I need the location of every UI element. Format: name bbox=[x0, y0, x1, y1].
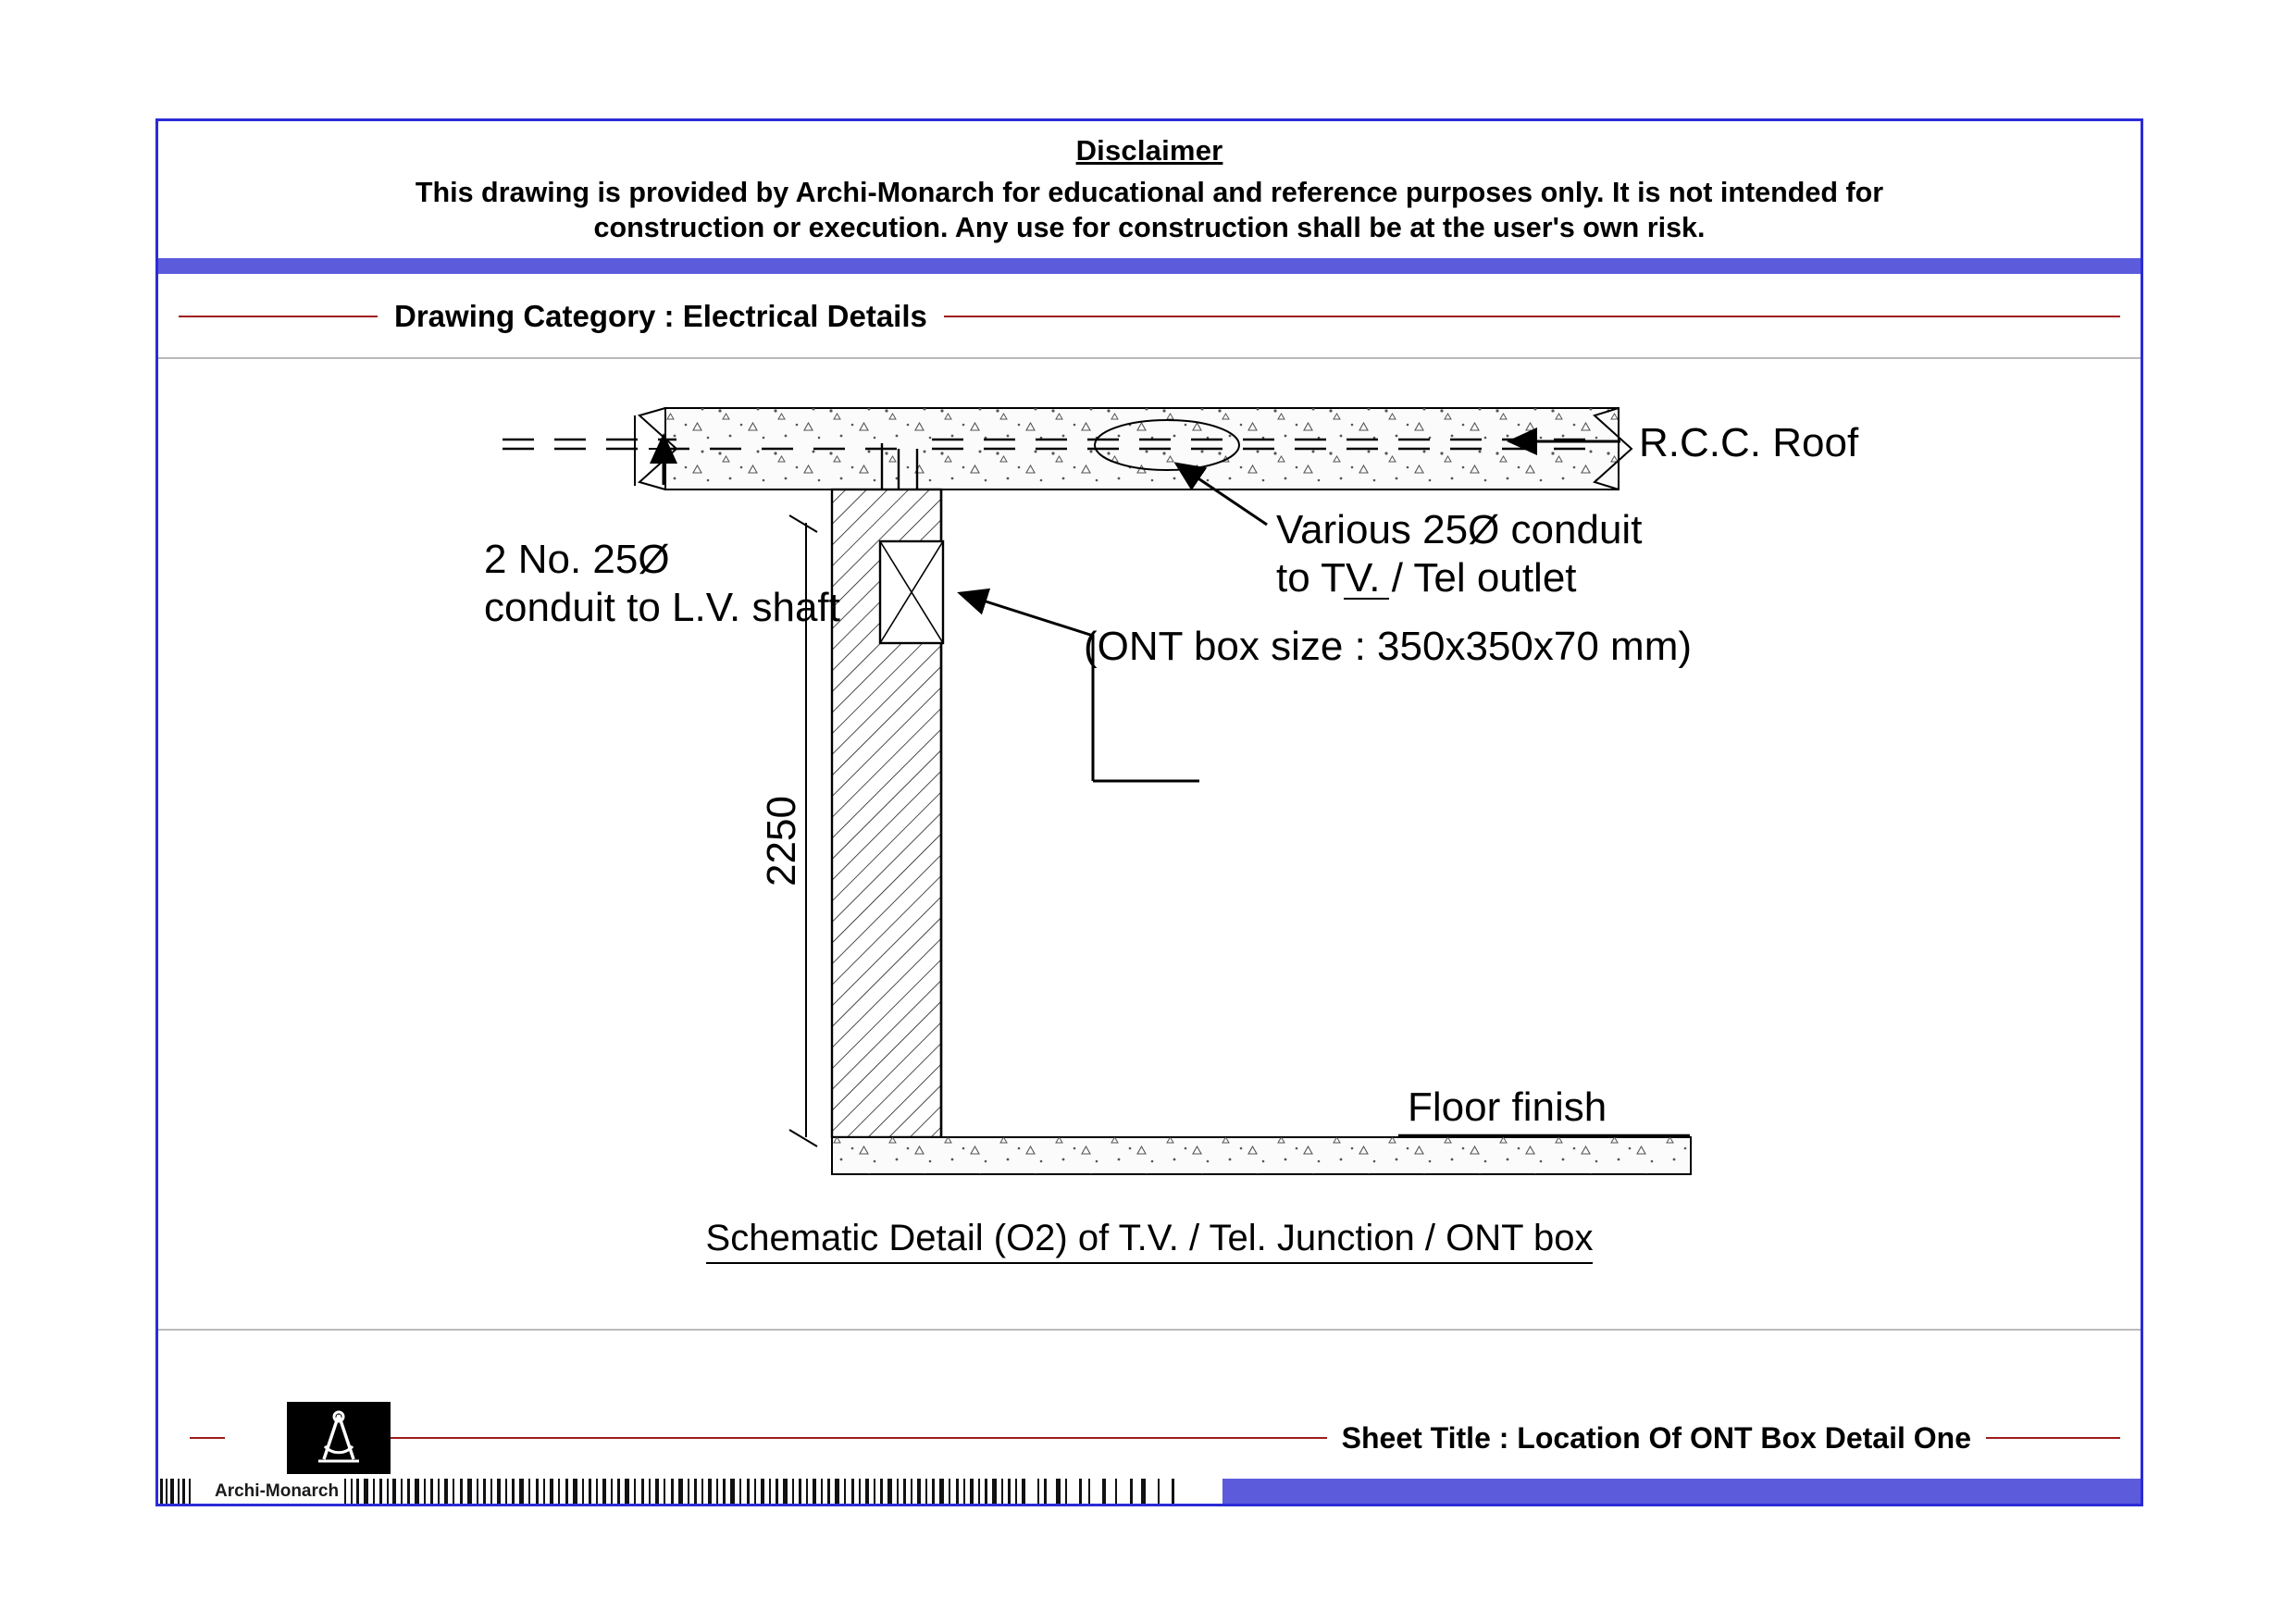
header-accent-bar bbox=[158, 258, 2141, 274]
sheet-title-label: Sheet Title : Location Of ONT Box Detail One bbox=[1341, 1420, 1971, 1455]
floor-finish-slab bbox=[832, 1137, 1691, 1174]
footer-rule-middle bbox=[391, 1437, 1327, 1439]
technical-drawing bbox=[158, 360, 2141, 1327]
label-lv-shaft-2: conduit to L.V. shaft bbox=[484, 585, 840, 630]
brand-label: Archi-Monarch bbox=[209, 1479, 344, 1504]
label-floor-finish: Floor finish bbox=[1408, 1084, 1607, 1130]
label-ont-box-size: (ONT box size : 350x350x70 mm) bbox=[1084, 624, 1692, 669]
drawing-sheet bbox=[155, 118, 2143, 1506]
footer-barcode-strip bbox=[158, 1479, 2141, 1504]
leader-ont-box bbox=[960, 593, 1093, 781]
label-various-conduit-2: to TV. / Tel outlet bbox=[1276, 555, 1577, 601]
disclaimer-line-1: This drawing is provided by Archi-Monarch for educational and reference purposes only. It is not intended for bbox=[415, 177, 1884, 208]
label-lv-shaft-1: 2 No. 25Ø bbox=[484, 537, 670, 582]
disclaimer-title: Disclaimer bbox=[1075, 134, 1223, 167]
barcode-left bbox=[158, 1479, 1222, 1504]
category-divider bbox=[158, 357, 2141, 359]
drawing-caption bbox=[158, 1218, 2141, 1259]
archi-monarch-logo bbox=[287, 1402, 391, 1474]
sheet-footer bbox=[158, 1393, 2141, 1504]
footer-rule-left bbox=[190, 1437, 225, 1439]
disclaimer-block bbox=[158, 121, 2141, 254]
dimension-2250-label: 2250 bbox=[759, 796, 804, 886]
drawing-category-row bbox=[158, 277, 2141, 355]
footer-accent-bar bbox=[1222, 1479, 2141, 1504]
label-various-conduit-1: Various 25Ø conduit bbox=[1276, 507, 1643, 552]
drawing-category-label: Drawing Category : Electrical Details bbox=[394, 298, 927, 333]
drawing-caption-text: Schematic Detail (O2) of T.V. / Tel. Junction / ONT box bbox=[706, 1218, 1594, 1264]
label-rcc-roof: R.C.C. Roof bbox=[1639, 420, 1859, 465]
category-rule-right bbox=[944, 316, 2120, 317]
ont-box bbox=[880, 541, 943, 643]
footer-divider bbox=[158, 1329, 2141, 1331]
footer-rule-right bbox=[1986, 1437, 2120, 1439]
category-rule-left bbox=[179, 316, 378, 317]
disclaimer-line-2: construction or execution. Any use for construction shall be at the user's own risk. bbox=[593, 212, 1706, 244]
